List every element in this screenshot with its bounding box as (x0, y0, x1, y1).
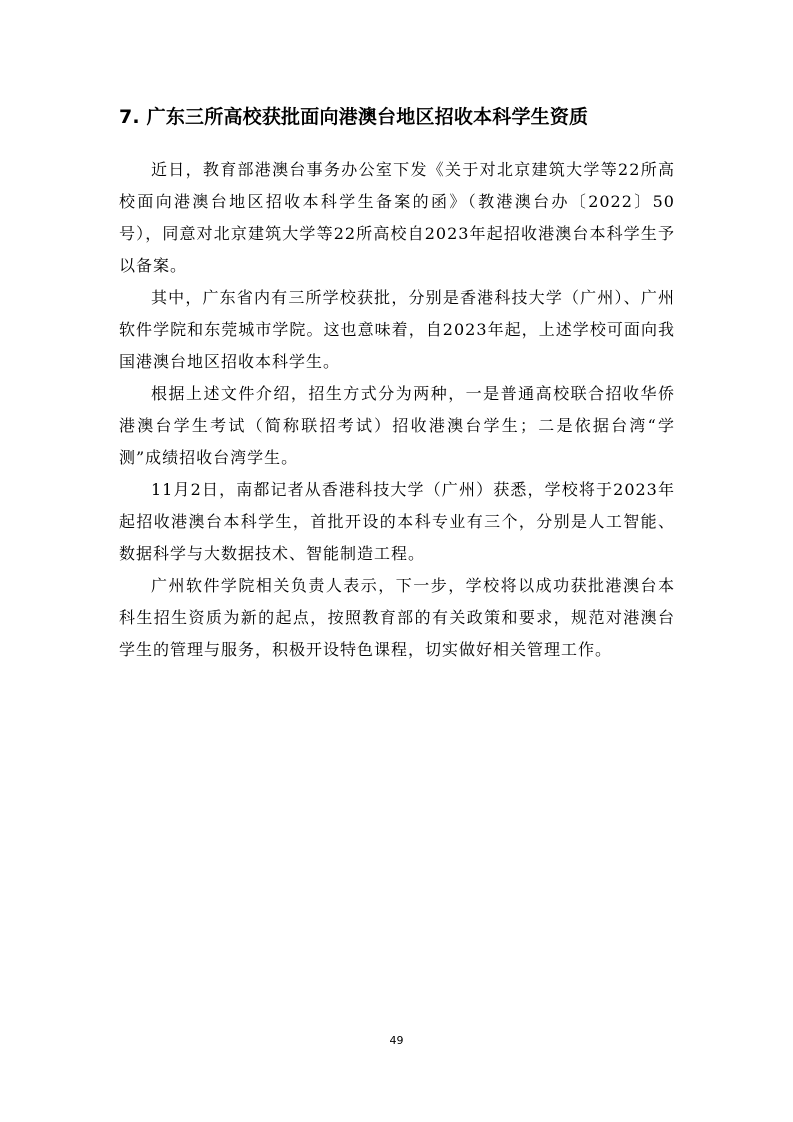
paragraph-1: 近日，教育部港澳台事务办公室下发《关于对北京建筑大学等22所高校面向港澳台地区招收本科学生备案的函》（教港澳台办〔2022〕50号），同意对北京建筑大学等22所高校自2023年起招收港澳台本科学生予以备案。 (119, 160, 675, 275)
paragraph-3: 根据上述文件介绍，招生方式分为两种，一是普通高校联合招收华侨港澳台学生考试（简称联招考试）招收港澳台学生；二是依据台湾“学测”成绩招收台湾学生。 (119, 384, 675, 467)
article-body (119, 154, 675, 666)
page-number: 49 (389, 1034, 404, 1047)
paragraph-2: 其中，广东省内有三所学校获批，分别是香港科技大学（广州）、广州软件学院和东莞城市学院。这也意味着，自2023年起，上述学校可面向我国港澳台地区招收本科学生。 (119, 288, 675, 371)
article-title: 7. 广东三所高校获批面向港澳台地区招收本科学生资质 (119, 106, 589, 128)
paragraph-5: 广州软件学院相关负责人表示，下一步，学校将以成功获批港澳台本科生招生资质为新的起点，按照教育部的有关政策和要求，规范对港澳台学生的管理与服务，积极开设特色课程，切实做好相关管理工作。 (119, 576, 675, 659)
paragraph-4: 11月2日，南都记者从香港科技大学（广州）获悉，学校将于2023年起招收港澳台本科学生，首批开设的本科专业有三个，分别是人工智能、数据科学与大数据技术、智能制造工程。 (119, 480, 675, 563)
